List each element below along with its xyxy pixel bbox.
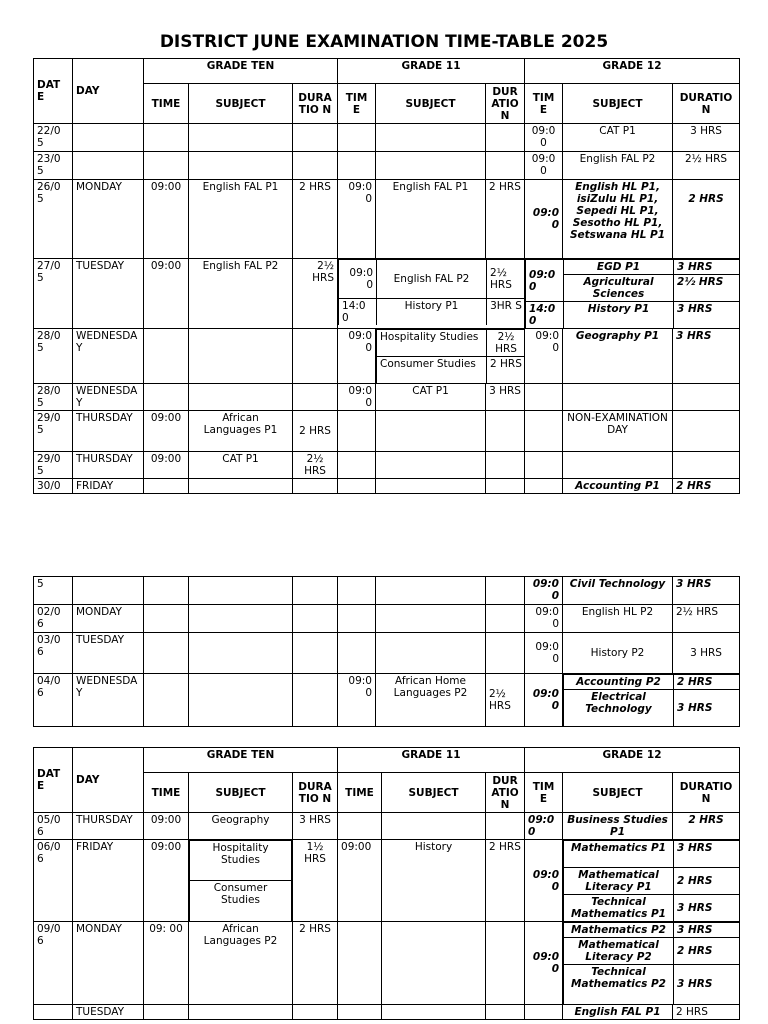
header-date: DAT E	[34, 748, 73, 813]
date-cell: 28/0 5	[34, 383, 73, 410]
header-duration: DURATIO N	[486, 84, 525, 124]
subject-cell: Mathematical Literacy P1	[564, 868, 674, 895]
time-cell: 09:00	[144, 813, 189, 840]
duration-cell: 2 HRS	[293, 410, 338, 451]
subject-cell: English FAL P1	[189, 180, 293, 259]
time-cell: 09:0 0	[525, 124, 563, 152]
duration-cell: 2 HRS	[674, 675, 740, 690]
table-row	[34, 922, 740, 1005]
header-subject: SUBJECT	[563, 84, 673, 124]
date-cell: 03/0 6	[34, 633, 73, 674]
duration-cell: 3 HRS	[674, 260, 740, 275]
day-cell: TUESDAY	[73, 1004, 144, 1019]
duration-cell: 2½ HRS	[293, 259, 338, 329]
day-cell: MONDAY	[73, 605, 144, 633]
subject-cell: Mathematics P2	[564, 923, 674, 938]
time-cell: 09:00	[144, 259, 189, 329]
subject-cell: Business Studies P1	[563, 813, 673, 840]
duration-cell: 3 HRS	[674, 690, 740, 726]
subject-cell: EGD P1	[564, 260, 674, 275]
header-subject: SUBJECT	[189, 773, 293, 813]
date-cell: 22/0 5	[34, 124, 73, 152]
duration-cell: 2 HRS	[673, 1004, 740, 1019]
time-cell: 14:0 0	[339, 299, 377, 326]
time-cell: 09:0 0	[338, 674, 376, 727]
time-cell: 09:0 0	[526, 260, 564, 302]
header-duration: DURATION	[673, 773, 740, 813]
table-row	[34, 605, 740, 633]
duration-cell: 3 HRS	[293, 813, 338, 840]
duration-cell: 3 HRS	[673, 577, 740, 605]
day-cell: THURSDAY	[73, 451, 144, 478]
day-cell: TUESDAY	[73, 259, 144, 329]
subject-cell: CAT P1	[189, 451, 293, 478]
duration-cell: 2½ HRS	[487, 260, 525, 299]
header-subject: SUBJECT	[376, 84, 486, 124]
subject-cell: History P1	[377, 299, 487, 326]
duration-cell: 2 HRS	[486, 180, 525, 259]
subject-cell: Hospitality Studies	[190, 841, 292, 881]
time-cell: 09:0 0	[339, 260, 377, 299]
subject-cell: Hospitality Studies	[377, 330, 487, 357]
table-row	[34, 478, 740, 493]
day-cell: MONDAY	[73, 180, 144, 259]
time-cell: 09:0 0	[525, 674, 563, 727]
table-row	[34, 577, 740, 605]
duration-cell: 2 HRS	[293, 180, 338, 259]
subject-cell: Consumer Studies	[377, 357, 487, 383]
header-grade-10: GRADE TEN	[144, 59, 338, 84]
duration-cell: 2½ HRS	[673, 152, 740, 180]
header-subject: SUBJECT	[189, 84, 293, 124]
day-cell: WEDNESDA Y	[73, 383, 144, 410]
time-cell: 09:0 0	[525, 152, 563, 180]
subject-cell: Technical Mathematics P2	[564, 965, 674, 1004]
date-cell: 02/0 6	[34, 605, 73, 633]
time-cell: 09: 00	[144, 922, 189, 1005]
duration-cell: 3 HRS	[674, 302, 740, 329]
subject-cell: Accounting P1	[563, 478, 673, 493]
duration-cell: 2½ HRS	[486, 674, 525, 727]
duration-cell: 3 HRS	[674, 895, 740, 922]
subject-cell: CAT P1	[376, 383, 486, 410]
header-subject: SUBJECT	[563, 773, 673, 813]
subject-cell: History P1	[564, 302, 674, 329]
subject-cell: History	[382, 840, 486, 922]
table-row	[34, 813, 740, 840]
time-cell: 09:0 0	[525, 922, 563, 1005]
header-grade-11: GRADE 11	[338, 748, 525, 773]
table-row	[34, 410, 740, 451]
day-cell: WEDNESDA Y	[73, 674, 144, 727]
subject-cell: Technical Mathematics P1	[564, 895, 674, 922]
duration-cell: 2 HRS	[673, 478, 740, 493]
subject-cell: Geography	[189, 813, 293, 840]
subject-cell: NON-EXAMINATION DAY	[563, 410, 673, 451]
time-cell: 09:00	[338, 840, 382, 922]
header-grade-10: GRADE TEN	[144, 748, 338, 773]
duration-cell: 3 HRS	[673, 329, 740, 384]
header-time: TIM E	[525, 773, 563, 813]
subject-cell: Geography P1	[563, 329, 673, 384]
day-cell: FRIDAY	[73, 840, 144, 922]
duration-cell: 2 HRS	[487, 357, 525, 383]
date-cell: 09/0 6	[34, 922, 73, 1005]
subject-cell: English FAL P2	[377, 260, 487, 299]
table-row	[34, 152, 740, 180]
duration-cell: 2 HRS	[674, 938, 740, 965]
duration-cell: 2½ HRS	[487, 330, 525, 357]
table-row	[34, 674, 740, 727]
duration-cell: 3 HRS	[673, 633, 740, 674]
header-duration: DURATION	[673, 84, 740, 124]
date-cell: 30/0	[34, 478, 73, 493]
header-grade-12: GRADE 12	[525, 59, 740, 84]
date-cell: 28/0 5	[34, 329, 73, 384]
day-cell: THURSDAY	[73, 813, 144, 840]
subject-cell: Accounting P2	[564, 675, 674, 690]
subject-cell: Civil Technology	[563, 577, 673, 605]
date-cell: 26/0 5	[34, 180, 73, 259]
time-cell: 09:0 0	[338, 383, 376, 410]
header-date: DAT E	[34, 59, 73, 124]
header-time: TIME	[338, 773, 382, 813]
duration-cell: 2½ HRS	[673, 605, 740, 633]
header-time: TIM E	[525, 84, 563, 124]
subject-cell: English HL P1, isiZulu HL P1, Sepedi HL P1, Sesotho HL P1, Setswana HL P1	[563, 180, 673, 259]
time-cell: 09:0 0	[525, 329, 563, 384]
table-row	[34, 383, 740, 410]
duration-cell: 3 HRS	[486, 383, 525, 410]
timetable-part-3	[33, 747, 740, 1020]
subject-cell: Mathematics P1	[564, 841, 674, 868]
header-subject: SUBJECT	[382, 773, 486, 813]
table-row	[34, 124, 740, 152]
header-duration: DURATIO N	[293, 84, 338, 124]
table-row	[34, 180, 740, 259]
duration-cell: 3 HRS	[673, 124, 740, 152]
time-cell: 09:0 0	[525, 840, 563, 922]
duration-cell: 2 HRS	[674, 868, 740, 895]
time-cell: 09:0 0	[338, 180, 376, 259]
header-grade-12: GRADE 12	[525, 748, 740, 773]
subject-cell: History P2	[563, 633, 673, 674]
table-row	[34, 633, 740, 674]
subject-cell: English HL P2	[563, 605, 673, 633]
duration-cell: 2 HRS	[293, 922, 338, 1005]
duration-cell: 3HR S	[487, 299, 525, 326]
time-cell: 09:00	[144, 840, 189, 922]
subject-cell: Agricultural Sciences	[564, 275, 674, 302]
subject-cell: English FAL P2	[563, 152, 673, 180]
subject-cell: African Languages P1	[189, 410, 293, 451]
timetable-part-2	[33, 576, 740, 727]
subject-cell: English FAL P1	[376, 180, 486, 259]
subject-cell: Consumer Studies	[190, 881, 292, 921]
subject-cell: English FAL P1	[563, 1004, 673, 1019]
day-cell: THURSDAY	[73, 410, 144, 451]
time-cell: 09:00	[144, 410, 189, 451]
subject-cell: Electrical Technology	[564, 690, 674, 726]
table-row	[34, 451, 740, 478]
date-cell: 29/0 5	[34, 451, 73, 478]
time-cell: 09:0 0	[525, 605, 563, 633]
duration-cell: 2 HRS	[673, 180, 740, 259]
header-time: TIME	[144, 773, 189, 813]
day-cell: WEDNESDA Y	[73, 329, 144, 384]
subject-cell: African Home Languages P2	[376, 674, 486, 727]
time-cell: 09:0 0	[525, 813, 563, 840]
duration-cell: 2 HRS	[486, 840, 525, 922]
subject-cell: African Languages P2	[189, 922, 293, 1005]
time-cell: 09:0 0	[525, 577, 563, 605]
time-cell: 09:0 0	[338, 329, 376, 384]
header-duration: DURATIO N	[486, 773, 525, 813]
table-row	[34, 840, 740, 922]
header-time: TIME	[144, 84, 189, 124]
subject-cell: Mathematical Literacy P2	[564, 938, 674, 965]
date-cell: 5	[34, 577, 73, 605]
header-time: TIM E	[338, 84, 376, 124]
header-duration: DURATIO N	[293, 773, 338, 813]
time-cell: 14:0 0	[526, 302, 564, 329]
duration-cell: 2½ HRS	[293, 451, 338, 478]
table-row	[34, 329, 740, 384]
duration-cell: 2½ HRS	[674, 275, 740, 302]
date-cell: 06/0 6	[34, 840, 73, 922]
day-cell: FRIDAY	[73, 478, 144, 493]
duration-cell: 3 HRS	[674, 841, 740, 868]
day-cell: MONDAY	[73, 922, 144, 1005]
table-row	[34, 259, 740, 329]
time-cell: 09:0 0	[525, 180, 563, 259]
table-row	[34, 1004, 740, 1019]
header-grade-11: GRADE 11	[338, 59, 525, 84]
time-cell: 09:00	[144, 180, 189, 259]
duration-cell: 1½ HRS	[293, 840, 338, 922]
duration-cell: 3 HRS	[674, 923, 740, 938]
date-cell: 05/0 6	[34, 813, 73, 840]
subject-cell: English FAL P2	[189, 259, 293, 329]
time-cell: 09:00	[144, 451, 189, 478]
day-cell: TUESDAY	[73, 633, 144, 674]
duration-cell: 3 HRS	[674, 965, 740, 1004]
date-cell: 27/0 5	[34, 259, 73, 329]
time-cell: 09:0 0	[525, 633, 563, 674]
date-cell: 04/0 6	[34, 674, 73, 727]
duration-cell: 2 HRS	[673, 813, 740, 840]
date-cell: 29/0 5	[34, 410, 73, 451]
header-day: DAY	[73, 59, 144, 124]
header-day: DAY	[73, 748, 144, 813]
subject-cell: CAT P1	[563, 124, 673, 152]
date-cell: 23/0 5	[34, 152, 73, 180]
timetable-part-1	[33, 58, 740, 494]
page-title: DISTRICT JUNE EXAMINATION TIME-TABLE 2025	[159, 32, 609, 52]
